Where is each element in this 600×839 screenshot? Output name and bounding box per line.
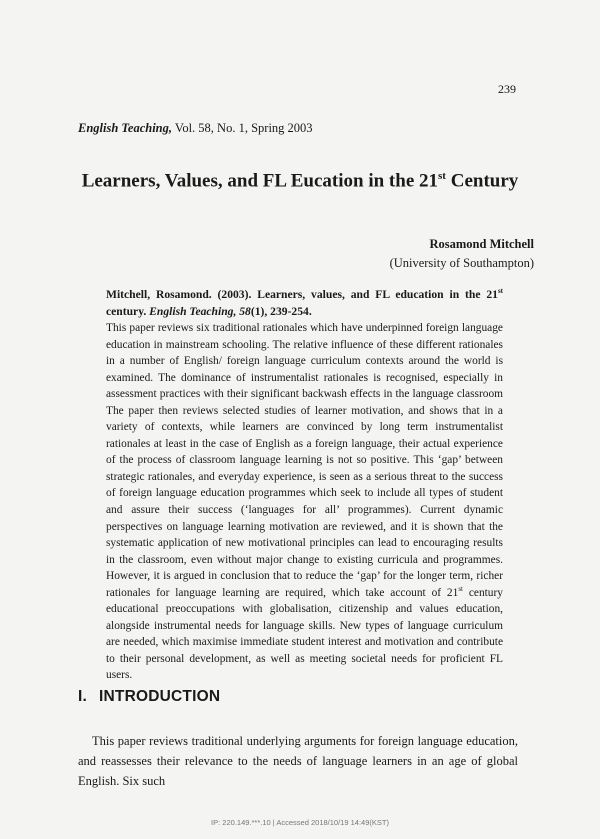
author-affiliation: (University of Southampton)	[389, 256, 534, 270]
citation	[106, 283, 503, 320]
section-title: INTRODUCTION	[99, 688, 221, 705]
title-end: Century	[445, 170, 519, 192]
author-name: Rosamond Mitchell	[429, 237, 534, 251]
title-main: Learners, Values, and FL Eucation in the 21	[81, 170, 439, 192]
section-number: I.	[78, 688, 88, 705]
citation-journal: English Teaching, 58	[149, 304, 251, 318]
paper-title	[0, 170, 600, 192]
abstract	[106, 320, 503, 684]
citation-part1: Mitchell, Rosamond. (2003). Learners, values, and FL education in the 21	[106, 287, 498, 301]
journal-details: Vol. 58, No. 1, Spring 2003	[172, 121, 313, 135]
page-number: 239	[498, 82, 516, 96]
citation-part3: (1), 239-254.	[250, 304, 312, 318]
journal-reference	[78, 121, 313, 136]
intro-paragraph: This paper reviews traditional underlying arguments for foreign language education, and reassesses their relevance to the needs of language learners in an age of global English. Six such	[78, 734, 518, 788]
title-superscript: st	[438, 170, 446, 182]
journal-name: English Teaching,	[78, 121, 173, 135]
abstract-part2: century educational preoccupations with globalisation, citizenship and values education, alongside instrumental needs for language skills. New types of language curriculum are needed, which maximise immediate student interest and motivation and contribute to their personal development, as well as meeting societal needs for proficient FL users.	[106, 586, 503, 682]
section-heading	[78, 688, 220, 706]
access-footer: IP: 220.149.***.10 | Accessed 2018/10/19 14:49(KST)	[211, 818, 389, 827]
citation-part2: century.	[106, 304, 150, 318]
abstract-part1: This paper reviews six traditional rationales which have underpinned foreign language education in mainstream schooling. The relative influence of these different rationales in a number of English/ foreign language curriculum contexts around the world is examined. The dominance of instrumentalist rationales is recognised, especially in assessment practices with their significant backwash effects in the language classroom The paper then reviews selected studies of learner motivation, and shows that in a variety of contexts, while learners are convinced by long term instrumentalist rationales at least in the case of English as a foreign language, their actual experience of the process of classroom language learning is not so positive. This ‘gap’ between strategic rationales, and everyday experience, is seen as a serious threat to the success of foreign language education programmes which seek to include all types of student and assure their success (‘languages for all’ programmes). Current dynamic perspectives on language learning motivation are reviewed, and it is shown that the systematic application of new motivational principles can lead to encouraging results in the classroom, even without major change to existing curricula and programmes. However, it is argued in conclusion that to reduce the ‘gap’ for the longer term, richer rationales for language learning are required, which take account of 21	[106, 322, 503, 599]
citation-superscript: st	[497, 287, 503, 295]
abstract-superscript: st	[458, 584, 463, 593]
